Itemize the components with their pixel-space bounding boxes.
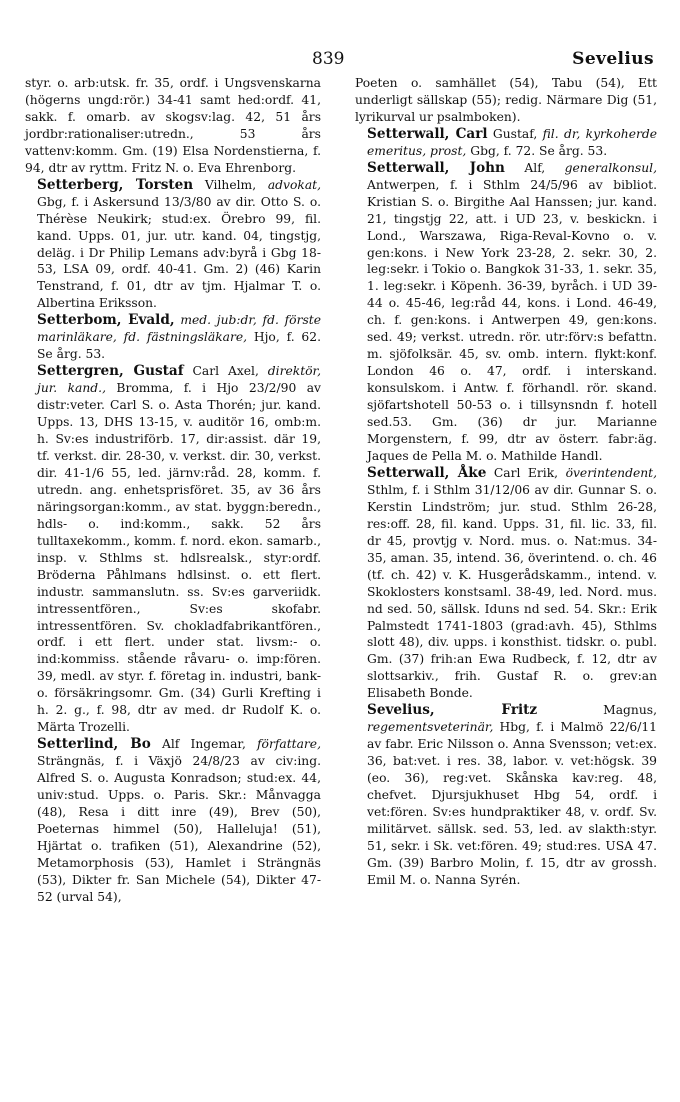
page-header bbox=[0, 49, 680, 73]
entry-name: Setterwall, Åke bbox=[367, 464, 487, 481]
entry-given-names: Gustaf, bbox=[487, 126, 543, 141]
entry-setterberg-torsten bbox=[25, 177, 321, 313]
entry-name: Setterlind, Bo bbox=[37, 736, 151, 753]
entry-given-names: Vilhelm, bbox=[193, 177, 268, 192]
entry-setterlind-bo bbox=[25, 736, 321, 906]
left-column bbox=[25, 75, 321, 906]
entry-given-names: Alf Ingemar, bbox=[150, 737, 257, 752]
entry-body: Strängnäs, f. i Växjö 24/8/23 av civ:ing. Alfred S. o. Augusta Konradson; stud:ex. 44, univ:stud. Upps. o. Paris. Skr.: Månvagga (48), Resa i ditt inre (49), Brev (50), Poeternas himmel (50), Halleluja! (51), Hjärtat o. trafiken (51), Alexandrine (52), Metamorphosis (53), Hamlet i Strängnäs (53), Dikter fr. San Michele (54), Dikter 47-52 (urval 54), bbox=[37, 754, 321, 904]
entry-body: Sthlm, f. i Sthlm 31/12/06 av dir. Gunnar S. o. Kerstin Lindström; jur. stud. Sthlm 26-28, res:off. 28, fil. kand. Upps. 31, fil. lic. 33, fil. dr 45, provtjg v. Nord. mus. o. Nat:mus. 34-35, aman. 35, intend. 36, överintend. o. ch. 46 (tf. ch. 42) v. K. Husgerådskamm., intend. v. Skoklosters konstsaml. 38-49, led. Nord. mus. nd sed. 50, sällsk. Iduns nd sed. 54. Skr.: Erik Palmstedt 1741-1803 (grad:avh. 45), Sthlms slott 48), div. upps. i konsthist. tidskr. o. publ. Gm. (37) frih:an Ewa Rudbeck, f. 12, dtr av slottsarkiv., frih. Gustaf R. o. grev:an Elisabeth Bonde. bbox=[367, 482, 657, 701]
entry-title: regementsveterinär, bbox=[367, 720, 494, 735]
entry-name: Sevelius, Fritz bbox=[367, 702, 538, 719]
entry-given-names: Carl Erik, bbox=[486, 465, 566, 480]
entry-title: direktör, jur. kand., bbox=[37, 364, 321, 396]
entry-body: Gbg, f. 72. Se årg. 53. bbox=[466, 143, 608, 158]
entry-continuation bbox=[355, 75, 657, 126]
running-head: Sevelius bbox=[572, 49, 654, 69]
entry-body: styr. o. arb:utsk. fr. 35, ordf. i Ungsvenskarna (högerns ungd:rör.) 34-41 samt hed:ordf. 41, sakk. f. omarb. av skogsv:lag. 42, 51 års jordbr:rationaliser:utredn., 53 års vattenv:komm. Gm. (19) Elsa Nordenstierna, f. 94, dtr av ryttm. Fritz N. o. Eva Ehrenborg. bbox=[25, 76, 321, 175]
entry-given-names: Alf, bbox=[504, 160, 565, 175]
entry-body: Hbg, f. i Malmö 22/6/11 av fabr. Eric Nilsson o. Anna Svensson; vet:ex. 36, bat:vet. i res. 38, labor. v. vet:högsk. 39 (eo. 36), reg:vet. Skånska kav:reg. 48, chefvet. Djursjukhuset Hbg 54, ordf. i vet:fören. Sv:es hundpraktiker 48, v. ordf. Sv. militärvet. sällsk. sed. 53, led. av slakth:styr. 51, sekr. i Sk. vet:fören. 49; stud:res. USA 47. Gm. (39) Barbro Molin, f. 15, dtr av grossh. Emil M. o. Nanna Syrén. bbox=[367, 720, 657, 887]
entry-name: Setterberg, Torsten bbox=[37, 176, 194, 193]
entry-title: författare, bbox=[257, 737, 321, 752]
entry-title: fil. dr, kyrkoherde emeritus, prost, bbox=[367, 126, 657, 158]
entry-title: överintendent, bbox=[565, 465, 657, 480]
entry-settergren-gustaf bbox=[25, 363, 321, 736]
page-number: 839 bbox=[312, 49, 345, 69]
entry-body: Hjo, f. 62. Se årg. 53. bbox=[37, 330, 321, 362]
entry-title: advokat, bbox=[267, 177, 321, 192]
entry-body: Bromma, f. i Hjo 23/2/90 av distr:veter. Carl S. o. Asta Thorén; jur. kand. Upps. 13, DHS 13-15, v. auditör 16, omb:m. h. Sv:es industriförb. 17, dir:assist. där 19, tf. verkst. dir. 28-30, v. verkst. dir. 30, verkst. dir. 41-1/6 55, led. järnv:råd. 28, komm. f. utredn. ang. enhetsprisföret. 35, av 36 års näringsorgan:komm., av stat. byggn:beredn., hdls- o. ind:komm., sakk. 52 års tulltaxekomm., komm. f. nord. ekon. samarb., insp. v. Sthlms st. hdlsrealsk., styr:ordf. Bröderna Påhlmans hdlsinst. o. ett flert. industr. sammanslutn. ss. Sv:es garveriidk. intressentfören., Sv:es skofabr. intressentfören. Sv. chokladfabrikantfören., ordf. i ett flert. under stat. livsm:- o. ind:kommiss. stående råvaru- o. imp:fören. 39, medl. av styr. f. företag in. industri, bank- o. försäkringsomr. Gm. (34) Gurli Krefting i h. 2. g., f. 98, dtr av med. dr Rudolf K. o. Märta Trozelli. bbox=[37, 381, 321, 735]
entry-setterwall-carl bbox=[355, 126, 657, 160]
entry-given-names: Magnus, bbox=[537, 703, 657, 718]
entry-body: Antwerpen, f. i Sthlm 24/5/96 av bibliot. Kristian S. o. Birgithe Aal Hanssen; jur. kand. 21, tingstjg 22, att. i UD 23, v. beskickn. i Lond., Warszawa, Riga-Reval-Kovno o. v. gen:kons. i New York 23-28, 2. sekr. 30, 2. leg:sekr. i Tokio o. Bangkok 31-33, 1. sekr. 35, 1. leg:sekr. i Köpenh. 36-39, byråch. i UD 39-44 o. 45-46, leg:råd 44, kons. i Lond. 46-49, ch. f. gen:kons. i Antwerpen 49, gen:kons. sed. 49; verkst. utredn. rör. utr:förv:s befattn. m. sjöfolksär. 45, sv. omb. intern. flykt:konf. London 46 o. 47, ordf. i interskand. konsulskom. i Antw. f. förhandl. rör. skand. sjöfartshotell 50-53 o. i tillsynsndn f. hotell sed.53. Gm. (36) dr jur. Marianne Morgenstern, f. 99, dtr av österr. fabr:äg. Jaques de Pella M. o. Mathilde Handl. bbox=[367, 177, 657, 463]
entry-continuation bbox=[25, 75, 321, 177]
entry-body: Poeten o. samhället (54), Tabu (54), Ett underligt sällskap (55); redig. Närmare Dig (51, lyrikurval ur psalmboken). bbox=[355, 76, 657, 124]
entry-name: Setterwall, John bbox=[367, 159, 505, 176]
entry-name: Settergren, Gustaf bbox=[37, 363, 184, 380]
entry-sevelius-fritz bbox=[355, 702, 657, 888]
entry-title: generalkonsul, bbox=[564, 160, 657, 175]
entry-name: Setterwall, Carl bbox=[367, 125, 488, 142]
entry-setterwall-ake bbox=[355, 465, 657, 702]
entry-title: med. jub:dr, fd. förste marinläkare, fd. fästningsläkare, bbox=[37, 313, 321, 345]
entry-setterwall-john bbox=[355, 160, 657, 465]
entry-given-names: Carl Axel, bbox=[183, 364, 268, 379]
right-column bbox=[355, 75, 657, 889]
entry-body: Gbg, f. i Askersund 13/3/80 av dir. Otto S. o. Thérèse Neukirk; stud:ex. Örebro 99, fil. kand. Upps. 01, jur. utr. kand. 04, tingstjg, deläg. i Dr Philip Lemans adv:byrå i Gbg 18-53, LSA 09, ordf. 40-41. Gm. 2) (46) Karin Tenstrand, f. 01, dtr av tjm. Hjalmar T. o. Albertina Eriksson. bbox=[37, 194, 321, 311]
entry-setterbom-evald bbox=[25, 312, 321, 363]
entry-name: Setterbom, Evald, bbox=[37, 312, 175, 329]
